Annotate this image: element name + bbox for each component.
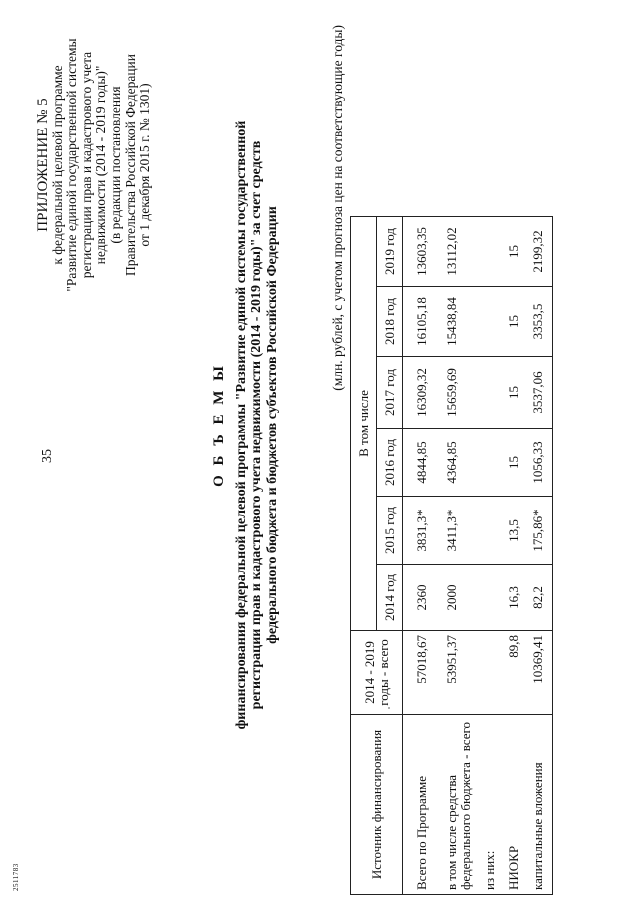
header-total: 2014 - 2019 годы - всего: [351, 631, 403, 715]
header-year: 2017 год: [377, 357, 403, 429]
appendix-line: Правительства Российской Федерации: [122, 54, 138, 276]
table-row: [499, 217, 527, 895]
cell-value: 13603,35: [403, 217, 439, 287]
cell-value: 2199,32: [527, 217, 553, 287]
cell-value: 4364,85: [439, 429, 477, 497]
cell-value: 15: [499, 429, 527, 497]
cell-value: 4844,85: [403, 429, 439, 497]
table-row: [477, 217, 499, 895]
cell-value: [477, 217, 499, 287]
cell-value: 13,5: [499, 497, 527, 565]
cell-value: 2360: [403, 565, 439, 631]
header-source: Источник финансирования: [351, 715, 403, 895]
cell-value: 82,2: [527, 565, 553, 631]
row-label: Всего по Программе: [403, 715, 439, 895]
cell-value: [477, 565, 499, 631]
row-label: НИОКР: [499, 715, 527, 895]
header-year: 2015 год: [377, 497, 403, 565]
cell-value: 3353,5: [527, 287, 553, 357]
table-row: [527, 217, 553, 895]
appendix-title: ПРИЛОЖЕНИЕ № 5: [35, 98, 51, 232]
heading-title: О Б Ъ Е М Ы: [211, 363, 227, 487]
row-label: капитальные вложения: [527, 715, 553, 895]
header-year: 2019 год: [377, 217, 403, 287]
header-year: 2018 год: [377, 287, 403, 357]
cell-value: [477, 287, 499, 357]
cell-value: 16105,18: [403, 287, 439, 357]
cell-value: 2000: [439, 565, 477, 631]
cell-value: 16,3: [499, 565, 527, 631]
cell-value: [477, 497, 499, 565]
heading-line: финансирования федеральной целевой программы "Развитие единой системы государственной: [233, 120, 249, 730]
appendix-line: к федеральной целевой программе: [49, 65, 65, 265]
cell-value: 15: [499, 287, 527, 357]
appendix-line: "Развитие единой государственной системы: [64, 38, 80, 292]
units-note: (млн. рублей, с учетом прогноза цен на соответствующие годы): [330, 25, 345, 391]
table-row: [439, 217, 477, 895]
appendix-line: регистрации прав и кадастрового учета: [78, 51, 94, 279]
cell-value: 175,86*: [527, 497, 553, 565]
cell-value: 15: [499, 217, 527, 287]
row-total: 10369,41: [527, 631, 553, 715]
cell-value: [477, 357, 499, 429]
row-total: 53951,37: [439, 631, 477, 715]
appendix-block: [36, 15, 153, 315]
cell-value: 3537,06: [527, 357, 553, 429]
appendix-line: недвижимости (2014 - 2019 годы)": [93, 65, 109, 265]
page-number: 35: [40, 449, 55, 463]
row-total: 57018,67: [403, 631, 439, 715]
cell-value: 15: [499, 357, 527, 429]
cell-value: 1056,33: [527, 429, 553, 497]
table-row: [403, 217, 439, 895]
cell-value: 3831,3*: [403, 497, 439, 565]
document-heading: [212, 105, 280, 745]
header-year: 2014 год: [377, 565, 403, 631]
row-label: в том числе средства федерального бюджета - всего: [439, 715, 477, 895]
row-label: из них:: [477, 715, 499, 895]
heading-line: регистрации прав и кадастрового учета недвижимости (2014 - 2019 годы)" за счет средств: [249, 140, 264, 710]
financing-table: [350, 216, 553, 895]
cell-value: 3411,3*: [439, 497, 477, 565]
cell-value: [477, 429, 499, 497]
cell-value: 13112,02: [439, 217, 477, 287]
appendix-line: (в редакции постановления: [107, 86, 123, 244]
document-id: 2511783: [12, 863, 20, 891]
appendix-line: от 1 декабря 2015 г. № 1301): [137, 83, 153, 247]
cell-value: 15438,84: [439, 287, 477, 357]
row-total: [477, 631, 499, 715]
header-year: 2016 год: [377, 429, 403, 497]
cell-value: 16309,32: [403, 357, 439, 429]
cell-value: 15659,69: [439, 357, 477, 429]
heading-line: федерального бюджета и бюджетов субъектов Российской Федерации: [264, 206, 280, 644]
row-total: 89,8: [499, 631, 527, 715]
header-group: В том числе: [351, 217, 377, 631]
